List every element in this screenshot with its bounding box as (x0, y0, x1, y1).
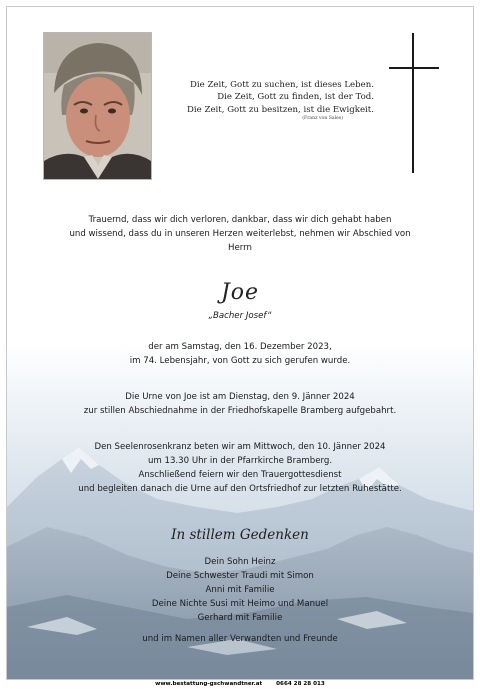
detail-line: zur stillen Abschiednahme in der Friedhofskapelle Bramberg aufgebahrt. (83, 406, 397, 416)
quote-line: Die Zeit, Gott zu besitzen, ist die Ewigkeit. (187, 104, 374, 115)
intro-text (7, 213, 473, 255)
intro-line: Herrn (228, 243, 252, 253)
intro-line: Trauernd, dass wir dich verloren, dankbar, dass wir dich gehabt haben (88, 215, 392, 225)
farewell-details (7, 390, 473, 418)
footer-website[interactable]: www.bestattung-gschwandtner.at (155, 681, 263, 687)
detail-line: um 13.30 Uhr in der Pfarrkirche Bramberg. (147, 456, 333, 466)
service-details (7, 440, 473, 496)
family-member: Deine Schwester Traudi mit Simon (166, 571, 314, 581)
intro-line: und wissend, dass du in unseren Herzen weiterlebst, nehmen wir Abschied von (69, 229, 411, 239)
quote-line: Die Zeit, Gott zu suchen, ist dieses Leben. (190, 80, 374, 90)
quote-author: (Franz von Sales) (302, 116, 343, 122)
cross-icon (389, 33, 439, 173)
footer (0, 680, 480, 689)
death-details (7, 340, 473, 368)
detail-line: Den Seelenrosenkranz beten wir am Mittwoch, den 10. Jänner 2024 (94, 442, 386, 452)
footer-phone: 0664 28 28 013 (276, 681, 325, 687)
family-list (7, 555, 473, 625)
family-member: Deine Nichte Susi mit Heimo und Manuel (151, 599, 329, 609)
quote-line: Die Zeit, Gott zu finden, ist der Tod. (217, 92, 374, 103)
family-member: Dein Sohn Heinz (204, 557, 276, 567)
portrait-photo (43, 32, 152, 180)
family-member: Anni mit Familie (205, 585, 275, 595)
detail-line: und begleiten danach die Urne auf den Ortsfriedhof zur letzten Ruhestätte. (78, 484, 402, 494)
quote (157, 79, 374, 122)
parte-card (6, 6, 474, 680)
detail-line: Die Urne von Joe ist am Dienstag, den 9. Jänner 2024 (125, 392, 355, 402)
detail-line: Anschließend feiern wir den Trauergottesdienst (138, 470, 342, 480)
deceased-name: Joe (220, 280, 260, 305)
deceased-nickname: „Bacher Josef“ (208, 311, 272, 321)
detail-line: im 74. Lebensjahr, von Gott zu sich gerufen wurde. (129, 356, 351, 366)
family-member: Gerhard mit Familie (197, 613, 283, 623)
closing-line: und im Namen aller Verwandten und Freunde (142, 634, 338, 644)
gedenken-heading: In stillem Gedenken (171, 527, 309, 543)
detail-line: der am Samstag, den 16. Dezember 2023, (148, 342, 332, 352)
